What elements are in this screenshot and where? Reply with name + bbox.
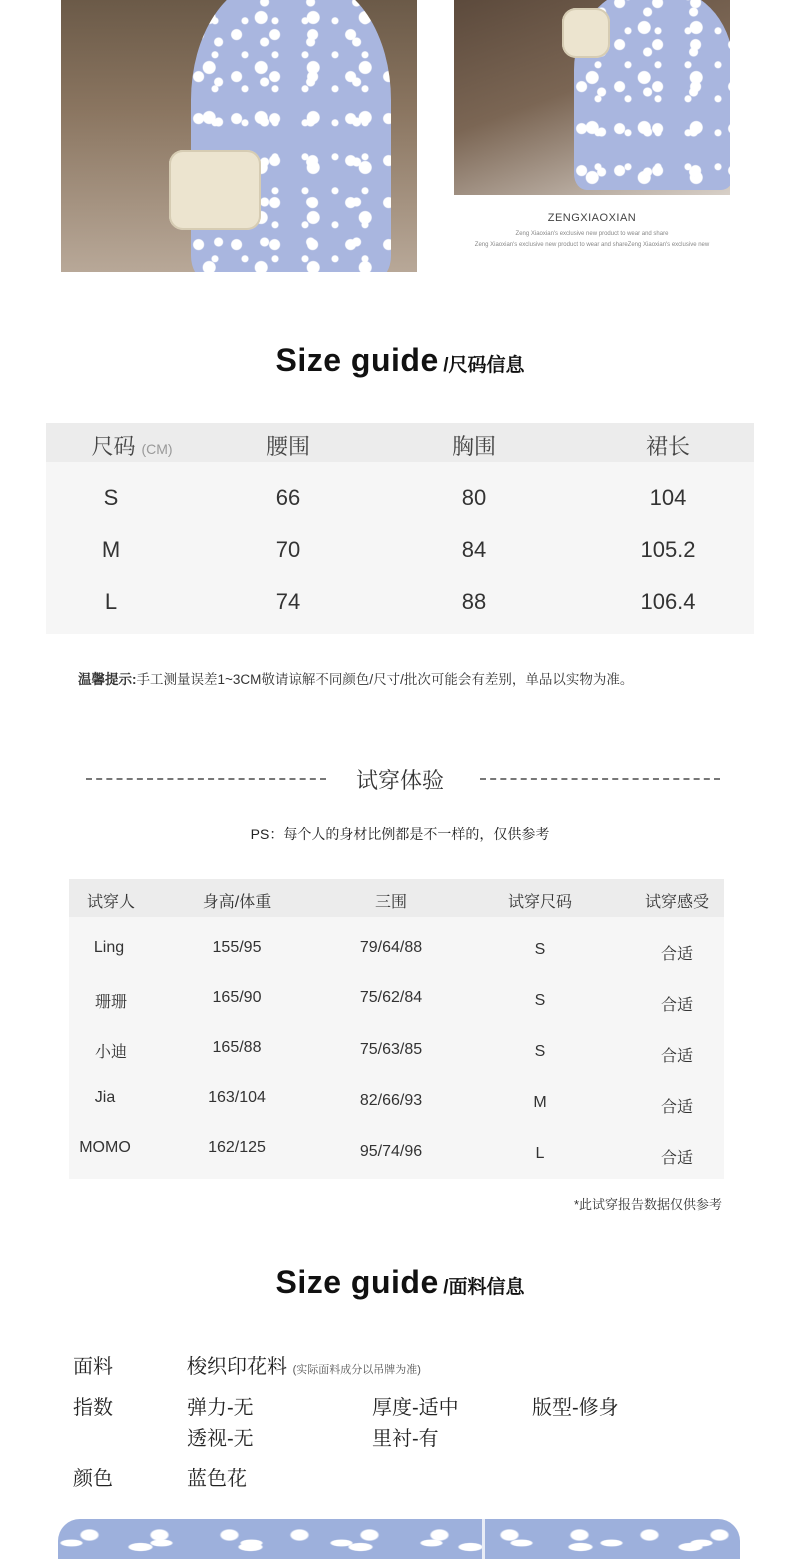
height-weight-cell: 165/90 bbox=[212, 989, 262, 1006]
product-photo-detail bbox=[454, 0, 730, 195]
header-size: 尺码 (CM) bbox=[91, 434, 173, 459]
header-height-weight: 身高/体重 bbox=[202, 894, 272, 911]
size-cell: M bbox=[101, 537, 121, 562]
length-cell: 104 bbox=[649, 485, 687, 510]
fit-value: 版型-修身 bbox=[532, 1397, 619, 1419]
person-cell: Jia bbox=[94, 1089, 116, 1106]
handbag-graphic-detail bbox=[562, 8, 610, 58]
measurement-tip bbox=[78, 668, 633, 688]
tryon-table-header bbox=[69, 879, 724, 917]
size-cell: S bbox=[103, 485, 119, 510]
size-cell: S bbox=[534, 1043, 546, 1060]
elastic-value: 弹力-无 bbox=[187, 1397, 254, 1419]
bust-cell: 80 bbox=[461, 485, 487, 510]
size-guide-title-en: Size guide bbox=[275, 342, 439, 378]
feel-cell: 合适 bbox=[660, 1048, 694, 1065]
lining-value: 里衬-有 bbox=[372, 1428, 439, 1450]
material-value: 梭织印花料 (实际面料成分以吊牌为准) bbox=[187, 1356, 421, 1378]
material-note: (实际面料成分以吊牌为准) bbox=[292, 1364, 421, 1376]
feel-cell: 合适 bbox=[660, 946, 694, 963]
header-person: 试穿人 bbox=[86, 894, 136, 911]
brand-tagline-1: Zeng Xiaoxian's exclusive new product to wear and share bbox=[515, 231, 669, 237]
person-cell: 小迪 bbox=[94, 1044, 128, 1061]
index-label: 指数 bbox=[73, 1397, 113, 1419]
person-cell: MOMO bbox=[79, 1139, 131, 1156]
material-label: 面料 bbox=[73, 1356, 113, 1378]
brand-tagline-2: Zeng Xiaoxian's exclusive new product to wear and shareZeng Xiaoxian's exclusive new bbox=[474, 242, 710, 248]
measurements-cell: 95/74/96 bbox=[359, 1143, 423, 1160]
height-weight-cell: 155/95 bbox=[212, 939, 262, 956]
waist-cell: 70 bbox=[275, 537, 301, 562]
size-cell: L bbox=[535, 1145, 545, 1162]
person-cell: Ling bbox=[93, 939, 125, 956]
header-length: 裙长 bbox=[645, 434, 691, 459]
fabric-swatch-photo bbox=[58, 1519, 740, 1559]
color-label: 颜色 bbox=[73, 1468, 113, 1490]
length-cell: 106.4 bbox=[640, 589, 696, 614]
tip-label: 温馨提示: bbox=[78, 672, 137, 687]
bust-cell: 84 bbox=[461, 537, 487, 562]
height-weight-cell: 163/104 bbox=[208, 1089, 266, 1106]
measurements-cell: 82/66/93 bbox=[359, 1092, 423, 1109]
photo-divider bbox=[482, 1519, 485, 1559]
header-tryon-size: 试穿尺码 bbox=[507, 894, 573, 911]
feel-cell: 合适 bbox=[660, 997, 694, 1014]
fabric-title-zh: /面料信息 bbox=[443, 1277, 525, 1298]
size-cell: S bbox=[534, 992, 546, 1009]
tryon-note: *此试穿报告数据仅供参考 bbox=[573, 1197, 722, 1212]
length-cell: 105.2 bbox=[640, 537, 696, 562]
person-cell: 珊珊 bbox=[94, 994, 128, 1011]
dress-graphic bbox=[191, 0, 391, 272]
size-cell: M bbox=[533, 1094, 547, 1111]
bust-cell: 88 bbox=[461, 589, 487, 614]
sheer-value: 透视-无 bbox=[187, 1428, 254, 1450]
tryon-ps: PS：每个人的身材比例都是不一样的，仅供参考 bbox=[250, 826, 550, 842]
brand-name: ZENGXIAOXIAN bbox=[547, 212, 637, 224]
header-measurements: 三围 bbox=[374, 894, 408, 911]
size-table-header bbox=[46, 423, 754, 462]
height-weight-cell: 162/125 bbox=[208, 1139, 266, 1156]
feel-cell: 合适 bbox=[660, 1150, 694, 1167]
size-table bbox=[46, 423, 754, 634]
header-feel: 试穿感受 bbox=[644, 894, 710, 911]
tip-text: 手工测量误差1~3CM敬请谅解不同颜色/尺寸/批次可能会有差别，单品以实物为准。 bbox=[136, 672, 634, 687]
measurements-cell: 75/63/85 bbox=[359, 1041, 423, 1058]
waist-cell: 74 bbox=[275, 589, 301, 614]
measurements-cell: 79/64/88 bbox=[359, 939, 423, 956]
handbag-graphic bbox=[169, 150, 261, 230]
measurements-cell: 75/62/84 bbox=[359, 989, 423, 1006]
height-weight-cell: 165/88 bbox=[212, 1039, 262, 1056]
tryon-title: 试穿体验 bbox=[355, 768, 444, 793]
product-photo-front bbox=[61, 0, 417, 272]
header-waist: 腰围 bbox=[265, 434, 311, 459]
color-value: 蓝色花 bbox=[187, 1468, 247, 1490]
size-cell: L bbox=[104, 589, 118, 614]
tryon-table bbox=[69, 879, 724, 1179]
header-bust: 胸围 bbox=[451, 434, 497, 459]
header-unit: (CM) bbox=[141, 441, 173, 457]
size-cell: S bbox=[534, 941, 546, 958]
thickness-value: 厚度-适中 bbox=[372, 1397, 459, 1419]
waist-cell: 66 bbox=[275, 485, 301, 510]
fabric-heading bbox=[0, 1264, 800, 1301]
size-guide-heading bbox=[0, 342, 800, 379]
feel-cell: 合适 bbox=[660, 1099, 694, 1116]
size-guide-title-zh: /尺码信息 bbox=[443, 355, 525, 376]
fabric-title-en: Size guide bbox=[275, 1264, 439, 1300]
